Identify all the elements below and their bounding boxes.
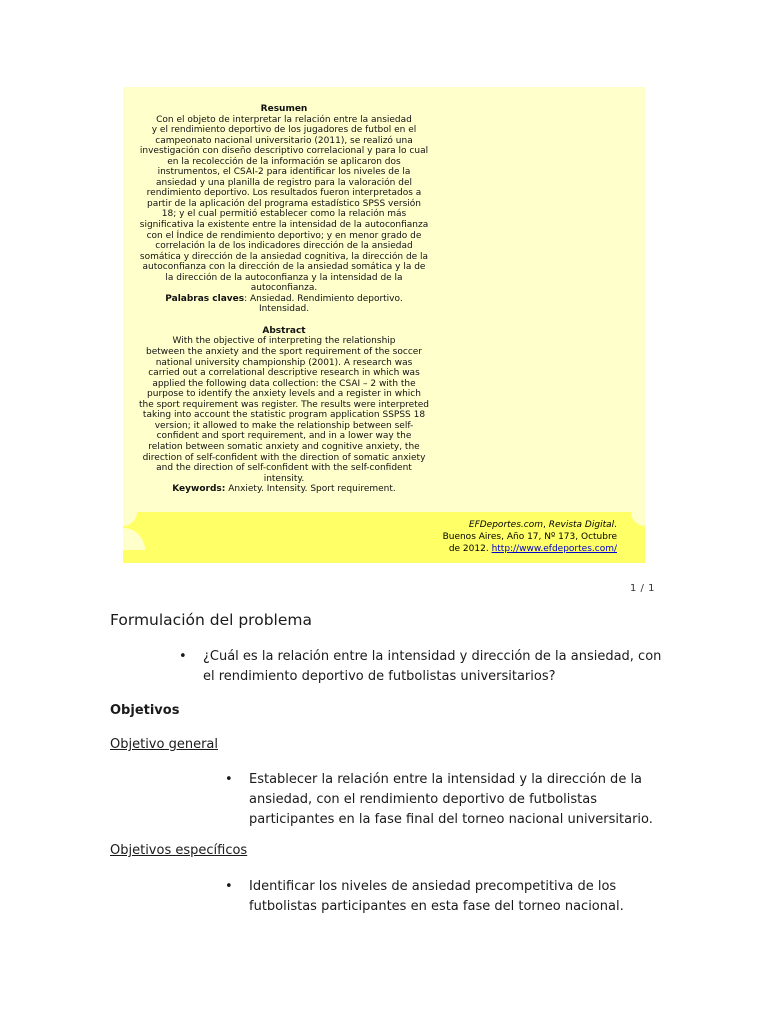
abstract-line: carried out a correlational descriptive research in which was <box>148 368 420 379</box>
abstract-line: applied the following data collection: the CSAI – 2 with the <box>152 378 416 389</box>
abstract-line: With the objective of interpreting the relationship <box>172 336 396 347</box>
citation-site: EFDeportes.com <box>468 520 543 530</box>
resumen-line: en la recolección de la información se aplicaron dos <box>167 156 401 167</box>
objetivo-general-heading: Objetivo general <box>110 737 218 752</box>
keywords-text: Anxiety. Intensity. Sport requirement. <box>225 484 396 495</box>
resumen-line: partir de la aplicación del programa estadístico SPSS versión <box>146 198 422 209</box>
citation-line-2: Buenos Aires, Año 17, Nº 173, Octubre <box>442 532 617 542</box>
resumen-line: autoconfianza. <box>250 283 318 294</box>
resumen-line: autoconfianza con la dirección de la ansiedad somática y la de <box>142 262 426 273</box>
resumen-line: rendimiento deportivo. Los resultados fueron interpretados a <box>146 188 422 199</box>
resumen-line: Con el objeto de interpretar la relación entre la ansiedad <box>156 114 412 125</box>
citation <box>417 519 617 555</box>
resumen-line: investigación con diseño descriptivo correlacional y para lo cual <box>139 146 429 157</box>
bullet-icon: • <box>179 649 187 664</box>
resumen-line: con el Índice de rendimiento deportivo; y en menor grado de <box>146 230 422 241</box>
abstract-line: taking into account the statistic program application SSPSS 18 <box>142 410 426 421</box>
bullet-icon: • <box>225 772 233 787</box>
palabras-claves-text: : Ansiedad. Rendimiento deportivo. <box>244 293 403 304</box>
abstract-line: relation between somatic anxiety and cognitive anxiety, the <box>148 441 420 452</box>
abstract-line: and the direction of self-confident with the self-confident <box>156 463 412 474</box>
objetivos-heading: Objetivos <box>110 703 180 718</box>
palabras-claves-text-2: Intensidad. <box>258 304 310 315</box>
bullet-icon: • <box>225 879 233 894</box>
objetivo-general-item <box>225 770 679 830</box>
resumen-line: correlación la de los indicadores dirección de la ansiedad <box>155 241 413 252</box>
abstract-heading: Abstract <box>262 325 306 336</box>
keywords-label: Keywords: <box>172 484 226 495</box>
abstract-line: the sport requirement was register. The results were interpreted <box>139 399 429 410</box>
abstract-column <box>123 104 445 495</box>
resumen-body <box>123 115 445 294</box>
abstract-line: national university championship (2001). A research was <box>155 357 413 368</box>
question-bullet-item <box>179 647 673 687</box>
resumen-line: y el rendimiento deportivo de los jugadores de futbol en el <box>151 125 417 136</box>
objetivos-especificos-heading: Objetivos específicos <box>110 843 248 858</box>
resumen-line: significativa la existente entre la intensidad de la autoconfianza <box>139 220 429 231</box>
efdeportes-link[interactable]: http://www.efdeportes.com/ <box>491 544 617 554</box>
abstract-line: version; it allowed to make the relationship between self- <box>154 420 414 431</box>
resumen-line: ansiedad y una planilla de registro para la valoración del <box>156 177 412 188</box>
resumen-line: la dirección de la autoconfianza y la intensidad de la <box>165 272 403 283</box>
abstract-box <box>123 87 645 563</box>
citation-line-3: de 2012. http://www.efdeportes.com/ <box>448 544 617 554</box>
question-text: ¿Cuál es la relación entre la intensidad y dirección de la ansiedad, con el rendimiento deportivo de futbolistas universitarios? <box>203 649 662 684</box>
citation-magazine: Revista Digital <box>548 520 615 530</box>
section-title: Formulación del problema <box>110 611 312 629</box>
resumen-heading: Resumen <box>260 104 308 114</box>
objetivo-especifico-text: Identificar los niveles de ansiedad precompetitiva de los futbolistas participantes en esta fase del torneo nacional. <box>249 879 624 914</box>
abstract-line: confident and sport requirement, and in a lower way the <box>156 431 412 442</box>
abstract-line: intensity. <box>263 473 305 484</box>
abstract-line: between the anxiety and the sport requirement of the soccer <box>145 347 423 358</box>
resumen-line: campeonato nacional universitario (2011), se realizó una <box>155 135 413 146</box>
objetivo-general-text: Establecer la relación entre la intensidad y la dirección de la ansiedad, con el rendimiento deportivo de futbolistas participantes en la fase final del torneo nacional universitario. <box>249 772 653 827</box>
palabras-claves-label: Palabras claves <box>165 293 245 304</box>
resumen-line: instrumentos, el CSAI-2 para identificar los niveles de la <box>157 167 411 178</box>
abstract-line: direction of self-confident with the direction of somatic anxiety <box>142 452 426 463</box>
abstract-line: purpose to identify the anxiety levels and a register in which <box>147 389 421 400</box>
abstract-body <box>123 336 445 484</box>
page-number: 1 / 1 <box>630 583 655 594</box>
resumen-line: somática y dirección de la ansiedad cognitiva, la dirección de la <box>139 251 429 262</box>
objetivo-especifico-item <box>225 877 679 917</box>
keywords <box>123 484 445 495</box>
resumen-line: 18; y el cual permitió establecer como la relación más <box>161 209 407 220</box>
palabras-claves <box>123 294 445 305</box>
citation-line-1: EFDeportes.com, Revista Digital. <box>468 520 617 530</box>
